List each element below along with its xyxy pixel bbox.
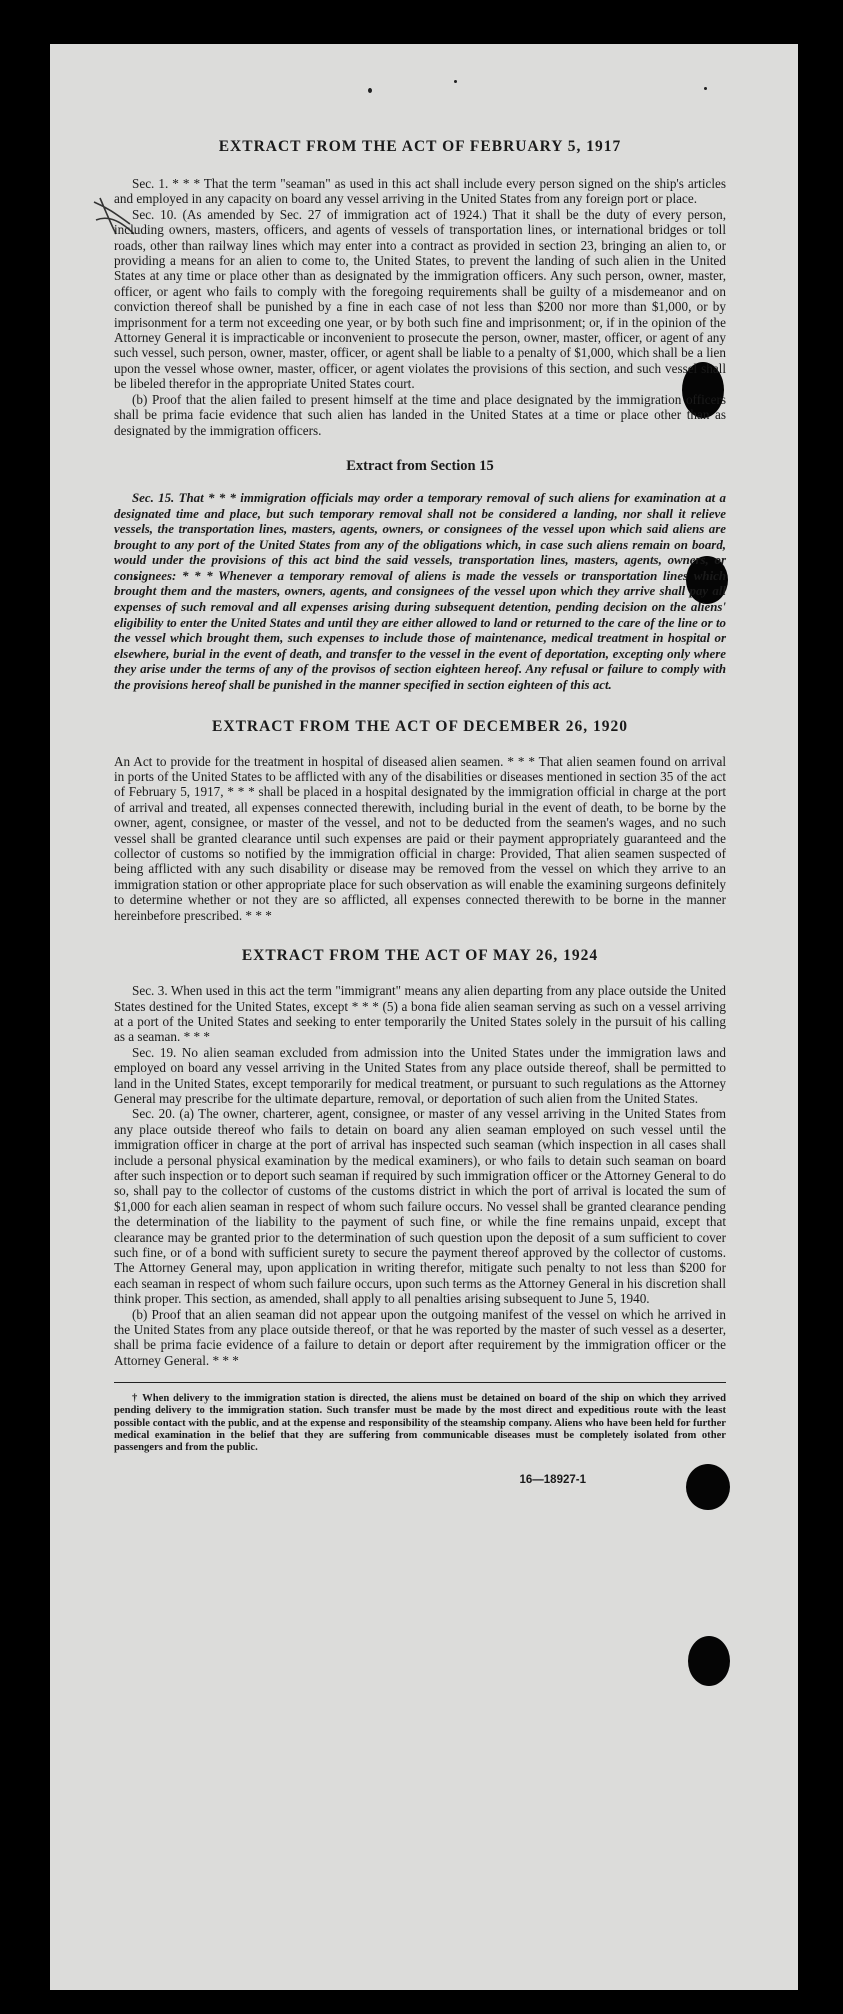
paragraph: (b) Proof that the alien failed to present himself at the time and place designated by the immigration officers shall be prima facie evidence that such alien has landed in the United States at a time or place other than as designated by the immigration officers.: [114, 391, 726, 438]
footnote-rule: [114, 1382, 726, 1383]
paragraph: Sec. 20. (a) The owner, charterer, agent, consignee, or master of any vessel arriving in the United States from any place outside thereof who fails to detain on board any alien seaman employed on such vessel until the immigration officer in charge at the port of arrival has inspected such seaman (which inspection in all cases shall include a personal physical examination by the medical examiners), or who fails to detain such seaman on board after such inspection or to deport such seaman if required by such immigration officer or the Attorney General to do so, shall pay to the collector of customs of the customs district in which the port of arrival is located the sum of $1,000 for each alien seaman in respect of whom such failure occurs. No vessel shall be granted clearance pending the determination of the liability to the payment of such fine, or while the fine remains unpaid, except that clearance may be granted prior to the determination of such question upon the deposit of a sum sufficient to cover such fine, or of a bond with sufficient surety to secure the payment thereof approved by the collector of customs. The Attorney General may, upon application in writing therefor, mitigate such penalty to not less than $200 for each seaman in respect of whom such failure occurs, upon such terms as the Attorney General in his discretion shall think proper. This section, as amended, shall apply to all penalties arising subsequent to June 5, 1940.: [114, 1106, 726, 1307]
section-heading: EXTRACT FROM THE ACT OF FEBRUARY 5, 1917: [218, 138, 622, 155]
footnote: † When delivery to the immigration station is directed, the aliens must be detained on board of the ship on which they arrived pending delivery to the immigration station. Such transfer must be made by the most direct and expeditious route with the least possible contact with the public, and at the expense and responsibility of the steamship company. Aliens who have been held for further medical examination in the belief that they are suffering from communicable diseases must be completely isolated from other passengers and from the public.: [114, 1393, 726, 1454]
paragraph: Sec. 3. When used in this act the term "immigrant" means any alien departing from any place outside the United States destined for the United States, except * * * (5) a bona fide alien seaman serving as such on a vessel arriving at a port of the United States and seeking to enter temporarily the United States solely in the pursuit of his calling as a seaman. * * *: [114, 983, 726, 1045]
section-heading: EXTRACT FROM THE ACT OF MAY 26, 1924: [241, 947, 599, 965]
section-heading: EXTRACT FROM THE ACT OF DECEMBER 26, 1920: [212, 717, 628, 735]
paragraph: Sec. 1. * * * That the term "seaman" as used in this act shall include every person signed on the ship's articles and employed in any capacity on board any vessel arriving in the United States from any foreign port or place.: [114, 176, 726, 207]
paragraph: (b) Proof that an alien seaman did not appear upon the outgoing manifest of the vessel on which he arrived in the United States from any place outside thereof, or that he was reported by the master of such vessel as a deserter, shall be prima facie evidence of a failure to detain or deport after requirement by the immigration officer or the Attorney General. * * *: [114, 1306, 726, 1368]
ink-blot: [688, 1636, 730, 1686]
form-number: 16—18927-1: [519, 1474, 586, 1487]
document-page: [50, 44, 798, 1990]
paragraph: Sec. 10. (As amended by Sec. 27 of immigration act of 1924.) That it shall be the duty of every person, including owners, masters, officers, and agents of vessels of transportation lines, or international bridges or toll roads, other than railway lines which may enter into a contract as provided in section 23, bringing an alien to, or providing a means for an alien to come to, the United States, to prevent the landing of such alien in the United States at any time or place other than as designated by the immigration officers. Any such person, owner, master, officer, or agent who fails to comply with the foregoing requirements shall be guilty of a misdemeanor and on conviction thereof shall be punished by a fine in each case of not less than $200 nor more than $1,000, or by imprisonment for a term not exceeding one year, or by both such fine and imprisonment; or, if in the opinion of the Attorney General it is impracticable or inconvenient to prosecute the person, owner, master, officer, or agent of any such vessel, such person, owner, master, officer, or agent shall be liable to a penalty of $1,000, which shall be a lien upon the vessel whose owner, master, officer, or agent violates the provisions of this section, and such vessel shall be libeled therefor in the appropriate United States court.: [114, 206, 726, 392]
section-heading: Extract from Section 15: [346, 457, 494, 474]
paragraph: Sec. 15. That * * * immigration officials may order a temporary removal of such aliens for examination at a designated time and place, but such temporary removal shall not be considered a landing, nor shall it relieve vessels, the transportation lines, masters, agents, owners, or consignees of the vessel upon which said aliens are brought to any port of the United States from any of the obligations which, in case such aliens remain on board, would under the provisions of this act bind the said vessels, transportation lines, masters, agents, owners, or consignees: * * * Whenever a temporary removal of aliens is made the vessels or transportation lines which brought them and the masters, owners, agents, and consignees of the vessel upon which they arrive shall pay all expenses of such removal and all expenses arising during subsequent detention, pending decision on the aliens' eligibility to enter the United States and until they are either allowed to land or returned to the care of the line or to the vessel which brought them, such expenses to include those of maintenance, medical treatment in hospital or elsewhere, burial in the event of death, and transfer to the vessel in the event of deportation, excepting only where they arise under the terms of any of the provisos of section eighteen hereof. Any refusal or failure to comply with the provisions hereof shall be punished in the manner specified in section eighteen of this act.: [114, 490, 726, 693]
paragraph: An Act to provide for the treatment in hospital of diseased alien seamen. * * * That alien seamen found on arrival in ports of the United States to be afflicted with any of the disabilities or diseases mentioned in section 35 of the act of February 5, 1917, * * * shall be placed in a hospital designated by the immigration official in charge at the port of arrival and treated, all expenses connected therewith, including burial in the event of death, to be borne by the owner, agent, consignee, or master of the vessel, and not to be deducted from the seamen's wages, and no such vessel shall be granted clearance until such expenses are paid or their payment appropriately guaranteed and the collector of customs so notified by the immigration official in charge: Provided, That alien seamen suspected of being afflicted with any such disability or disease may be removed from the vessel on which they arrive to an immigration station or other appropriate place for such observation as will enable the examining surgeons definitely to determine whether or not they are so afflicted, all expenses connected therewith to be borne in the manner hereinbefore prescribed. * * *: [114, 753, 726, 923]
paragraph: Sec. 19. No alien seaman excluded from admission into the United States under the immigration laws and employed on board any vessel arriving in the United States from any place outside thereof, shall be permitted to land in the United States, except temporarily for medical treatment, or pursuant to such regulations as the Attorney General may prescribe for the ultimate departure, removal, or deportation of such alien from the United States.: [114, 1044, 726, 1106]
text-column: [114, 44, 726, 1486]
